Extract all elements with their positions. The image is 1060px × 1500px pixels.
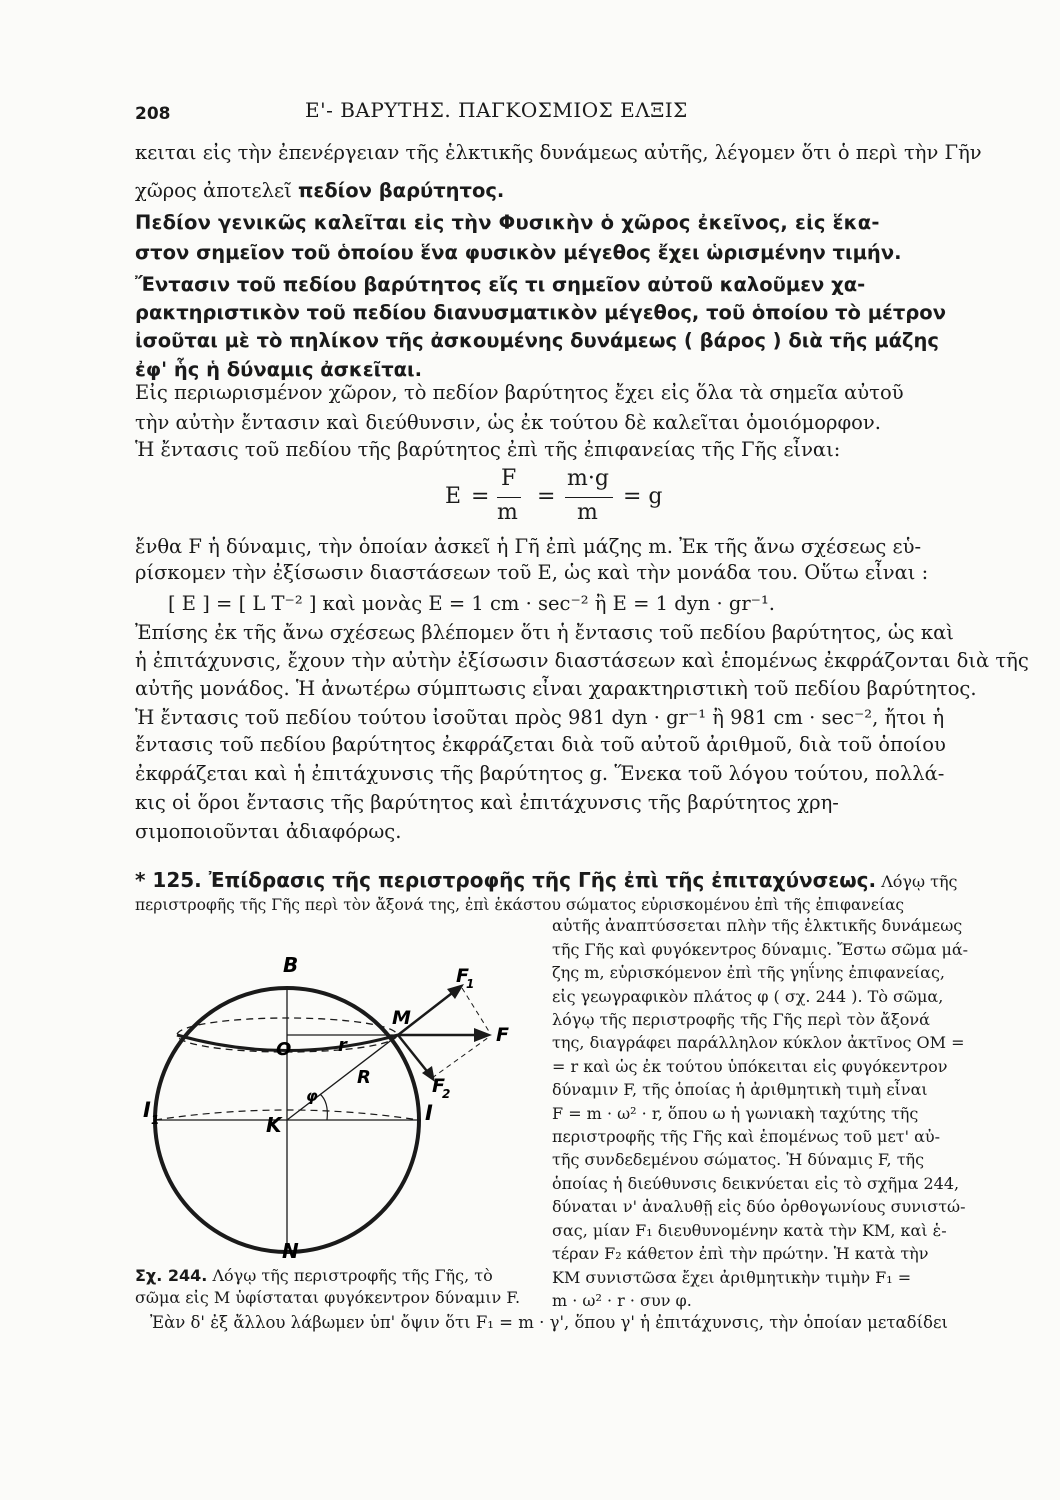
text-line: τὴν αὐτὴν ἔντασιν καὶ διεύθυνσιν, ὡς ἐκ τούτου δὲ καλεῖται ὁμοιόμορφον. <box>135 411 881 434</box>
text-line: Εἰς περιωρισμένον χῶρον, τὸ πεδίον βαρύτητος ἔχει εἰς ὅλα τὰ σημεῖα αὐτοῦ <box>135 381 904 404</box>
eq-num: m·g <box>567 466 609 491</box>
figure-244 <box>140 940 540 1270</box>
force-F-arrowhead <box>474 1028 492 1042</box>
text-line: τῆς συνδεδεμένου σώματος. Ἡ δύναμις F, τῆς <box>552 1150 925 1169</box>
eq-rhs: = g <box>623 484 663 509</box>
text-line: περιστροφῆς τῆς Γῆς καὶ ἑπομένως τοῦ μετ' αὐ- <box>552 1127 941 1146</box>
text-line: Ἐπίσης ἐκ τῆς ἄνω σχέσεως βλέπομεν ὅτι ἡ ἔντασις τοῦ πεδίου βαρύτητος, ὡς καὶ <box>135 621 954 644</box>
figure-caption <box>135 1266 493 1285</box>
label-F2: F <box>432 1075 445 1097</box>
text-line: m · ω² · r · συν φ. <box>552 1291 692 1310</box>
text-line: ἔντασις τοῦ πεδίου βαρύτητος ἐκφράζεται διὰ τοῦ αὐτοῦ ἀριθμοῦ, διὰ τοῦ ὁποίου <box>135 733 946 756</box>
label-K: K <box>266 1113 282 1137</box>
text-line: λόγῳ τῆς περιστροφῆς τῆς Γῆς περὶ τὸν ἄξονά <box>552 1010 930 1029</box>
text-line: ἐκφράζεται καὶ ἡ ἐπιτάχυνσις τῆς βαρύτητος g. Ἕνεκα τοῦ λόγου τούτου, πολλά- <box>135 762 945 785</box>
text-line: δύναμιν F, τῆς ὁποίας ἡ ἀριθμητικὴ τιμὴ εἶναι <box>552 1080 928 1099</box>
eq-den: m <box>497 500 518 525</box>
text-line: περιστροφῆς τῆς Γῆς περὶ τὸν ἄξονά της, ἐπὶ ἑκάστου σώματος εὑρισκομένου ἐπὶ τῆς ἐπιφανείας <box>135 896 905 914</box>
text-line: δύναται ν' ἀναλυθῇ εἰς δύο ὀρθογωνίους συνιστώ- <box>552 1197 966 1216</box>
text-line: Ἐὰν δ' ἐξ ἄλλου λάβωμεν ὑπ' ὄψιν ὅτι F₁ = m · γ', ὅπου γ' ἡ ἐπιτάχυνσις, τὴν ὁποίαν μεταδίδει <box>150 1313 949 1332</box>
fraction-bar <box>565 497 613 498</box>
label-I1: I <box>143 1098 151 1122</box>
text-line: ὁποίας ἡ διεύθυνσις δεικνύεται εἰς τὸ σχῆμα 244, <box>552 1174 960 1193</box>
eq-den: m <box>577 500 598 525</box>
text-line: KM συνιστῶσα ἔχει ἀριθμητικὴν τιμὴν F₁ = <box>552 1268 912 1287</box>
field-equation <box>445 466 705 526</box>
text-line: σιμοποιοῦνται ἀδιαφόρως. <box>135 820 402 843</box>
text-line: κειται εἰς τὴν ἐπενέργειαν τῆς ἑλκτικῆς δυνάμεως αὐτῆς, λέγομεν ὅτι ὁ περὶ τὴν Γῆν <box>135 141 982 164</box>
text-line: Ἡ ἔντασις τοῦ πεδίου τούτου ἰσοῦται πρὸς 981 dyn · gr⁻¹ ἢ 981 cm · sec⁻², ἤτοι ἡ <box>135 706 945 729</box>
label-F: F <box>496 1024 509 1046</box>
label-F1: F <box>456 965 469 987</box>
text-line: εἰς γεωγραφικὸν πλάτος φ ( σχ. 244 ). Τὸ σῶμα, <box>552 987 944 1006</box>
eq-sign: = <box>471 484 490 509</box>
label-I: I <box>425 1101 433 1125</box>
text-line <box>135 181 995 201</box>
text-line: αὐτῆς ἀναπτύσσεται πλὴν τῆς ἑλκτικῆς δυνάμεως <box>552 916 963 935</box>
label-R: R <box>357 1067 371 1088</box>
label-O: O <box>276 1039 292 1060</box>
text-line: Ἡ ἔντασις τοῦ πεδίου τῆς βαρύτητος ἐπὶ τῆς ἐπιφανείας τῆς Γῆς εἶναι: <box>135 438 841 461</box>
caption-text: Λόγῳ τῆς περιστροφῆς τῆς Γῆς, τὸ <box>207 1266 493 1285</box>
text-line: ἡ ἐπιτάχυνσις, ἔχουν τὴν αὐτὴν ἐξίσωσιν διαστάσεων καὶ ἑπομένως ἐκφράζονται διὰ τῆς <box>135 649 1029 672</box>
term-gravity-field: πεδίον βαρύτητος. <box>297 179 505 202</box>
label-M: M <box>392 1007 411 1029</box>
label-N: N <box>282 1239 299 1263</box>
text-line: αὐτῆς μονάδος. Ἡ ἀνωτέρω σύμπτωσις εἶναι χαρακτηριστικὴ τοῦ πεδίου βαρύτητος. <box>135 677 977 700</box>
figure-caption-line: σῶμα εἰς M ὑφίσταται φυγόκεντρον δύναμιν F. <box>135 1288 521 1307</box>
eq-lhs: E <box>445 484 462 509</box>
label-F2-sub: 2 <box>442 1087 451 1101</box>
text-line: της, διαγράφει παράλληλον κύκλον ἀκτῖνος OM = <box>552 1033 965 1052</box>
eq-num: F <box>501 466 517 491</box>
text-line: ἔνθα F ἡ δύναμις, τὴν ὁποίαν ἀσκεῖ ἡ Γῆ ἐπὶ μάζης m. Ἐκ τῆς ἄνω σχέσεως εὑ- <box>135 535 922 558</box>
text-run: χῶρος ἀποτελεῖ <box>135 179 298 202</box>
definition-line: ρακτηριστικὸν τοῦ πεδίου διανυσματικὸν μέγεθος, τοῦ ὁποίου τὸ μέτρον <box>135 301 946 324</box>
running-title: Ε'- ΒΑΡΥΤΗΣ. ΠΑΓΚΟΣΜΙΟΣ ΕΛΞΙΣ <box>305 98 688 122</box>
text-line: τέραν F₂ κάθετον ἐπὶ τὴν πρώτην. Ἡ κατὰ τὴν <box>552 1244 929 1263</box>
section-title: * 125. Ἐπίδρασις τῆς περιστροφῆς τῆς Γῆς ἐπὶ τῆς ἐπιταχύνσεως. <box>135 868 877 892</box>
text-line: τῆς Γῆς καὶ φυγόκεντρος δύναμις. Ἔστω σῶμα μά- <box>552 940 969 959</box>
definition-line: ἐφ' ἧς ἡ δύναμις ἀσκεῖται. <box>135 358 423 381</box>
text-line: ρίσκομεν τὴν ἐξίσωσιν διαστάσεων τοῦ E, ὡς καὶ τὴν μονάδα του. Οὕτω εἶναι : <box>135 561 929 584</box>
definition-line: Ἔντασιν τοῦ πεδίου βαρύτητος εἴς τι σημεῖον αὐτοῦ καλοῦμεν χα- <box>135 273 866 296</box>
eq-sign: = <box>537 484 556 509</box>
fraction-bar <box>497 497 521 498</box>
text-line: σας, μίαν F₁ διευθυνομένην κατὰ τὴν KM, καὶ ἑ- <box>552 1221 947 1240</box>
label-phi: φ <box>306 1087 318 1105</box>
text-line: F = m · ω² · r, ὅπου ω ἡ γωνιακὴ ταχύτης τῆς <box>552 1104 919 1123</box>
label-r: r <box>338 1035 347 1056</box>
angle-phi-arc <box>320 1094 327 1120</box>
text-line: = r καὶ ὡς ἐκ τούτου ὑπόκειται εἰς φυγόκεντρον <box>552 1057 948 1076</box>
page-number: 208 <box>135 104 171 124</box>
label-F1-sub: 1 <box>466 977 475 991</box>
definition-line: Πεδίον γενικῶς καλεῖται εἰς τὴν Φυσικὴν ὁ χῶρος ἐκεῖνος, εἰς ἕκα- <box>135 211 880 234</box>
definition-line: στον σημεῖον τοῦ ὁποίου ἕνα φυσικὸν μέγεθος ἔχει ὡρισμένην τιμήν. <box>135 241 902 264</box>
text-line: ζης m, εὑρισκόμενον ἐπὶ τῆς γηΐνης ἐπιφανείας, <box>552 963 946 982</box>
dimension-equation: [ E ] = [ L T⁻² ] καὶ μονὰς E = 1 cm · sec⁻² ἢ E = 1 dyn · gr⁻¹. <box>168 592 775 615</box>
text-line: κις οἱ ὅροι ἔντασις τῆς βαρύτητος καὶ ἐπιτάχυνσις τῆς βαρύτητος χρη- <box>135 791 839 814</box>
caption-label: Σχ. 244. <box>135 1266 208 1285</box>
section-title-tail: Λόγῳ τῆς <box>876 872 958 891</box>
label-I1-sub: 1 <box>151 1113 160 1127</box>
section-heading <box>135 868 1005 892</box>
component-dashed-2 <box>432 1037 489 1078</box>
component-dashed-1 <box>462 988 490 1033</box>
label-B: B <box>283 953 299 977</box>
definition-line: ἰσοῦται μὲ τὸ πηλίκον τῆς ἀσκουμένης δυνάμεως ( βάρος ) διὰ τῆς μάζης <box>135 329 939 352</box>
